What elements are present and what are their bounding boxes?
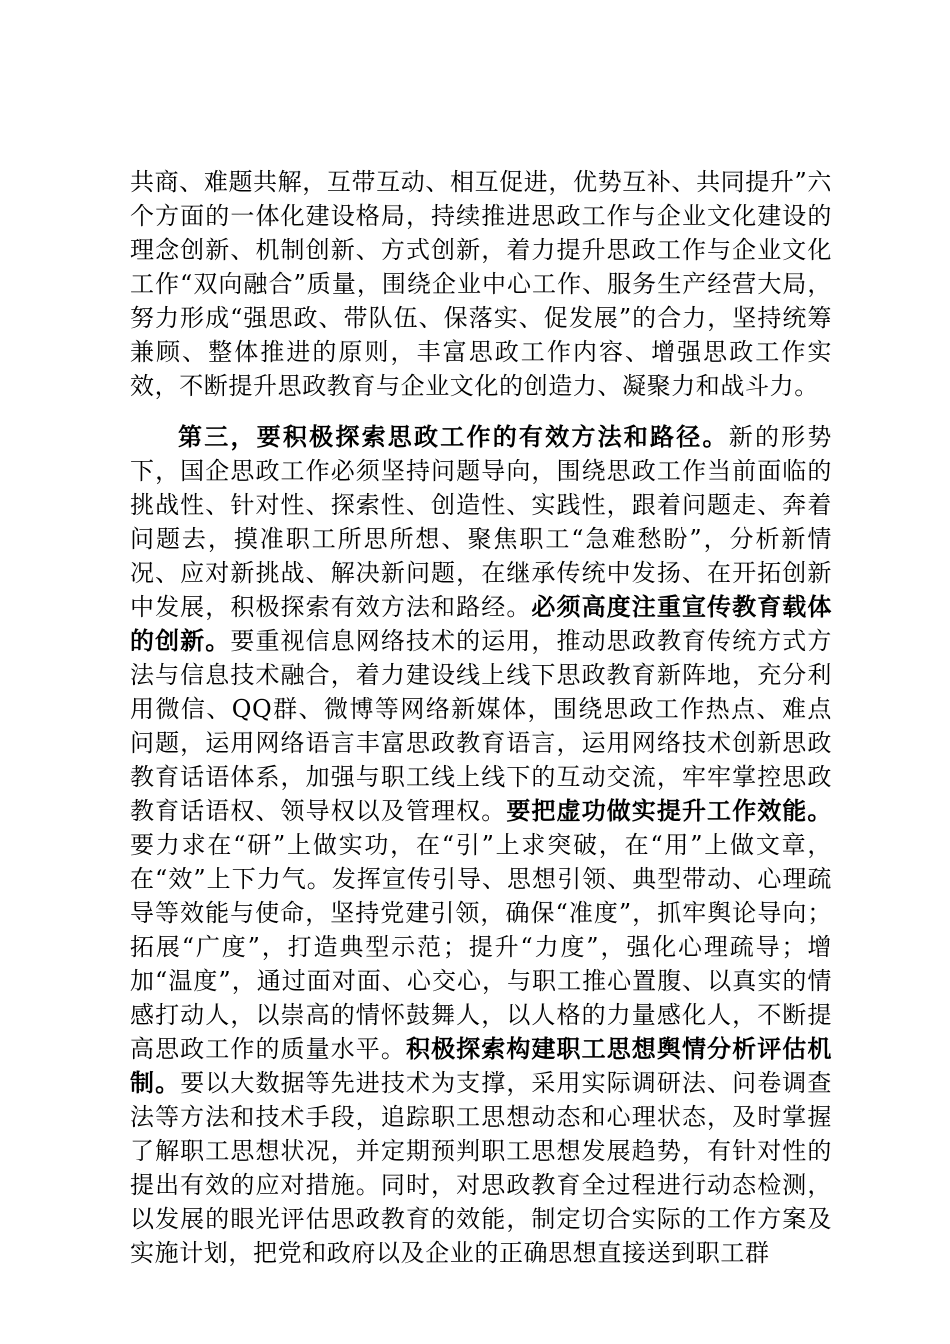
body-text: 要力求在“研”上做实功，在“引”上求突破，在“用”上做文章，在“效”上下力气。发挥宣传引导、思想引领、典型带动、心理疏导等效能与使命，坚持党建引领，确保“准度”，抓牢舆论导向；拓展“广度”，打造典型示范；提升“力度”，强化心理疏导；增加“温度”，通过面对面、心交心，与职工推心置腹、以真实的情感打动人，以崇高的情怀鼓舞人，以人格的力量感化人，不断提高思政工作的质量水平。 [130,831,832,1063]
body-text: 要重视信息网络技术的运用，推动思政教育传统方式方法与信息技术融合，着力建设线上线下思政教育新阵地，充分利用微信、QQ群、微博等网络新媒体，围绕思政工作热点、难点问题，运用网络语言丰富思政教育语言，运用网络技术创新思政教育话语体系，加强与职工线上线下的互动交流，牢牢掌控思政教育话语权、领导权以及管理权。 [130,627,832,825]
bold-point-3: 积极探索构建职工思想舆情分析评估机制。 [130,1034,832,1097]
paragraph-section-three [130,420,832,1270]
paragraph-continuation: 共商、难题共解，互带互动、相互促进，优势互补、共同提升”六个方面的一体化建设格局，持续推进思政工作与企业文化建设的理念创新、机制创新、方式创新，着力提升思政工作与企业文化工作“双向融合”质量，围绕企业中心工作、服务生产经营大局，努力形成“强思政、带队伍、保落实、促发展”的合力，坚持统筹兼顾、整体推进的原则，丰富思政工作内容、增强思政工作实效，不断提升思政教育与企业文化的创造力、凝聚力和战斗力。 [130,168,832,400]
body-text: 要以大数据等先进技术为支撑，采用实际调研法、问卷调查法等方法和技术手段，追踪职工思想动态和心理状态，及时掌握了解职工思想状况，并定期预判职工思想发展趋势，有针对性的提出有效的应对措施。同时，对思政教育全过程进行动态检测，以发展的眼光评估思政教育的效能，制定切合实际的工作方案及实施计划，把党和政府以及企业的正确思想直接送到职工群 [130,1069,832,1267]
document-page [130,165,832,1270]
bold-point-2: 要把虚功做实提升工作效能。 [506,796,832,825]
section-heading: 第三，要积极探索思政工作的有效方法和路径。 [178,422,729,451]
body-text: 新的形势下，国企思政工作必须坚持问题导向，围绕思政工作当前面临的挑战性、针对性、探索性、创造性、实践性，跟着问题走、奔着问题去，摸准职工所思所想、聚焦职工“急难愁盼”，分析新情况、应对新挑战、解决新问题，在继承传统中发扬、在开拓创新中发展，积极探索有效方法和路经。 [130,423,832,621]
bold-point-1: 必须高度注重宣传教育载体的创新。 [130,592,832,655]
